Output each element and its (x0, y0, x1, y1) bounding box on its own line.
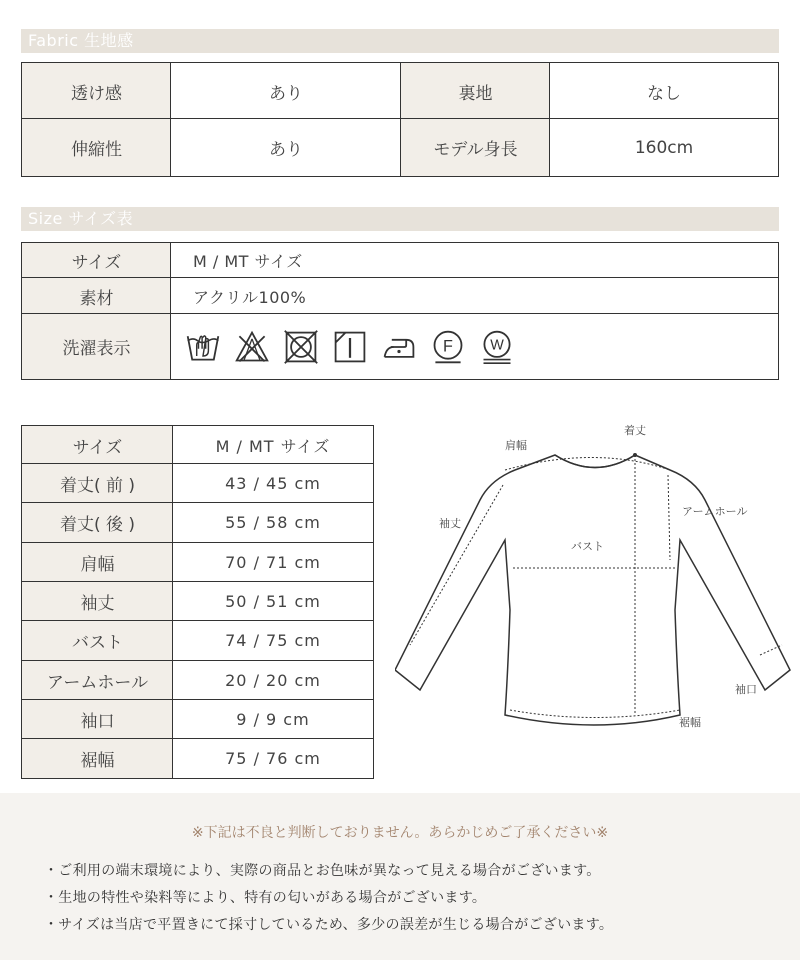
measure-row-value: 55 / 58 cm (172, 502, 374, 543)
label-armhole: アームホール (682, 505, 748, 518)
stretch-value: あり (170, 118, 402, 177)
label-shoulder: 肩幅 (505, 439, 527, 452)
material-label: 素材 (21, 277, 172, 315)
measure-row-value: 20 / 20 cm (172, 660, 374, 701)
no-tumble-dry-icon (283, 329, 319, 365)
label-sleeve: 袖丈 (439, 517, 461, 530)
fabric-section-title: Fabric 生地感 (21, 29, 779, 53)
see-through-value: あり (170, 62, 402, 120)
measure-header-label: サイズ (21, 425, 174, 465)
measure-row-label: 肩幅 (21, 542, 174, 583)
drip-dry-shade-icon (332, 329, 368, 365)
measure-row-label: バスト (21, 620, 174, 661)
measure-row-value: 43 / 45 cm (172, 463, 374, 504)
lining-value: なし (549, 62, 779, 120)
label-length: 着丈 (624, 424, 646, 437)
notice-line: ・ご利用の端末環境により、実際の商品とお色味が異なって見える場合がございます。 (44, 863, 601, 879)
collar-line (555, 455, 635, 468)
measure-row-value: 75 / 76 cm (172, 738, 374, 779)
no-bleach-icon (234, 329, 270, 365)
measure-row-label: 袖丈 (21, 581, 174, 622)
garment-outline (395, 455, 790, 725)
stretch-label: 伸縮性 (21, 118, 172, 177)
measure-row-label: アームホール (21, 660, 174, 701)
measure-row-label: 着丈( 後 ) (21, 502, 174, 543)
cuff-arrow (760, 645, 782, 655)
size-value: M / MT サイズ (170, 242, 779, 279)
label-bust: バスト (571, 540, 604, 553)
material-value: アクリル100% (170, 277, 779, 315)
measure-row-value: 50 / 51 cm (172, 581, 374, 622)
sleeve-arrow (410, 485, 503, 645)
lining-label: 裏地 (400, 62, 551, 120)
see-through-label: 透け感 (21, 62, 172, 120)
wet-clean-letter: W (490, 337, 504, 354)
wet-clean-w-icon (479, 329, 515, 365)
care-icons-row (170, 313, 779, 380)
armhole-arrow (668, 475, 670, 560)
size-label: サイズ (21, 242, 172, 279)
notice-line: ・生地の特性や染料等により、特有の匂いがある場合がございます。 (44, 890, 487, 906)
measure-row-label: 袖口 (21, 699, 174, 740)
care-label: 洗濯表示 (21, 313, 172, 380)
label-cuff: 袖口 (735, 683, 757, 696)
measure-header-value: M / MT サイズ (172, 425, 374, 465)
iron-low-icon (381, 329, 417, 365)
hand-wash-icon (185, 329, 221, 365)
notice-line: ・サイズは当店で平置きにて採寸しているため、多少の誤差が生じる場合がございます。 (44, 917, 614, 933)
label-hem: 裾幅 (679, 716, 701, 729)
dry-clean-f-icon (430, 329, 466, 365)
dry-clean-letter: F (443, 337, 453, 355)
measure-row-label: 着丈( 前 ) (21, 463, 174, 504)
size-section-title: Size サイズ表 (21, 207, 779, 231)
measure-row-value: 9 / 9 cm (172, 699, 374, 740)
notice-title: ※下記は不良と判断しておりません。あらかじめご了承ください※ (191, 825, 609, 841)
measure-row-label: 裾幅 (21, 738, 174, 779)
model-height-label: モデル身長 (400, 118, 551, 177)
model-height-value: 160cm (549, 118, 779, 177)
measure-row-value: 74 / 75 cm (172, 620, 374, 661)
measure-row-value: 70 / 71 cm (172, 542, 374, 583)
hem-arrow (510, 710, 680, 718)
length-start-dot (633, 453, 637, 457)
